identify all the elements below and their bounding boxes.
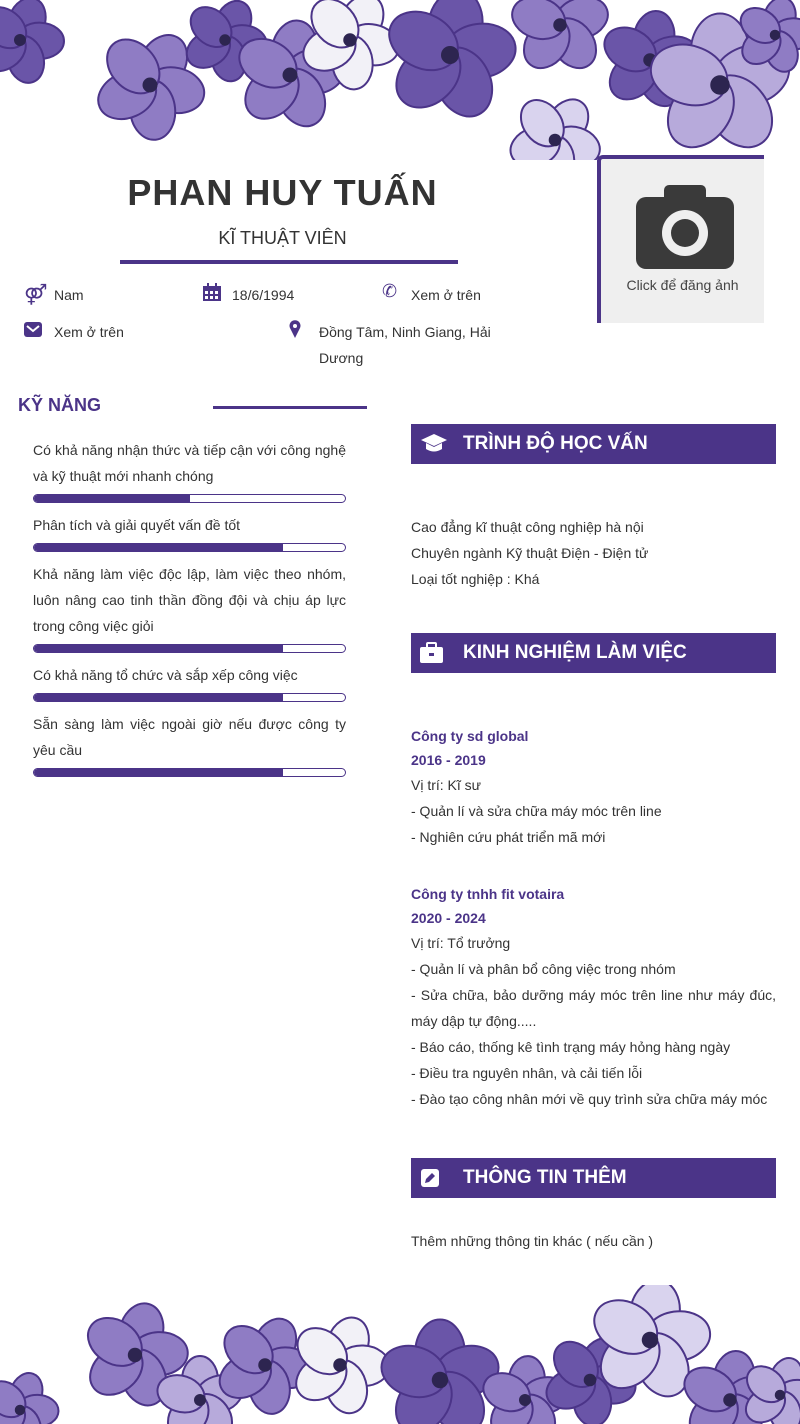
email-value: Xem ở trên xyxy=(54,324,124,340)
divider xyxy=(120,260,458,264)
flower xyxy=(379,0,519,126)
job-period: 2020 - 2024 xyxy=(411,910,486,926)
location-pin-icon xyxy=(289,320,301,338)
job-line: - Đào tạo công nhân mới về quy trình sửa chữa máy móc xyxy=(411,1091,768,1107)
job-line: Vị trí: Tổ trưởng xyxy=(411,935,511,951)
job-line: - Điều tra nguyên nhân, và cải tiến lỗi xyxy=(411,1065,643,1081)
job-company: Công ty tnhh fit votaira xyxy=(411,886,565,902)
skill-item xyxy=(33,437,346,503)
skills-list xyxy=(33,437,346,786)
briefcase-icon xyxy=(419,642,445,664)
skill-label: Có khả năng nhận thức và tiếp cận với công nghệ và kỹ thuật mới nhanh chóng xyxy=(33,442,346,484)
skill-label: Sẵn sàng làm việc ngoài giờ nếu được công ty yêu cầu xyxy=(33,716,346,758)
job-company: Công ty sd global xyxy=(411,728,529,744)
job-line: - Quản lí và phân bổ công việc trong nhóm xyxy=(411,961,676,977)
skill-bar-fill xyxy=(34,544,283,551)
education-content xyxy=(411,514,776,592)
candidate-name: PHAN HUY TUẤN xyxy=(127,172,438,213)
education-header xyxy=(411,424,776,464)
education-line: Cao đẳng kĩ thuật công nghiệp hà nội xyxy=(411,519,644,535)
education-title: TRÌNH ĐỘ HỌC VẤN xyxy=(463,433,648,454)
skill-bar xyxy=(33,543,346,552)
job-line: Vị trí: Kĩ sư xyxy=(411,777,482,793)
skill-item xyxy=(33,711,346,777)
phone-icon: ✆ xyxy=(382,281,398,301)
gender-value: Nam xyxy=(54,287,84,303)
skills-title: KỸ NĂNG xyxy=(18,395,102,415)
flower xyxy=(0,1368,59,1424)
skill-bar xyxy=(33,494,346,503)
job-line: - Nghiên cứu phát triển mã mới xyxy=(411,829,606,845)
email-icon xyxy=(23,321,43,338)
skill-label: Khả năng làm việc độc lập, làm việc theo nhóm, luôn nâng cao tinh thần đồng đội và chịu áp lực trong công việc giỏi xyxy=(33,566,346,634)
job-title: KĨ THUẬT VIÊN xyxy=(218,228,347,248)
flower xyxy=(507,0,614,77)
photo-upload-label: Click để đăng ảnh xyxy=(626,277,739,293)
flower-decoration-bottom xyxy=(0,1285,800,1424)
extra-info-title: THÔNG TIN THÊM xyxy=(463,1167,627,1188)
gender-icon: ⚤ xyxy=(24,284,48,306)
experience-job xyxy=(411,724,776,850)
camera-icon xyxy=(636,185,734,269)
skill-bar-fill xyxy=(34,694,283,701)
skill-bar xyxy=(33,693,346,702)
address-value: Đồng Tâm, Ninh Giang, Hải Dương xyxy=(319,324,491,366)
skill-item xyxy=(33,662,346,702)
skill-bar-fill xyxy=(34,495,190,502)
flower xyxy=(505,91,605,160)
skill-label: Có khả năng tổ chức và sắp xếp công việc xyxy=(33,667,298,683)
skill-label: Phân tích và giải quyết vấn đề tốt xyxy=(33,517,241,533)
flower xyxy=(0,0,65,87)
edit-icon xyxy=(419,1167,441,1189)
extra-info-header xyxy=(411,1158,776,1198)
job-line: - Quản lí và sửa chữa máy móc trên line xyxy=(411,803,662,819)
skill-bar xyxy=(33,644,346,653)
flower xyxy=(375,1320,505,1424)
experience-job xyxy=(411,882,776,1112)
skill-item xyxy=(33,561,346,653)
photo-upload-button[interactable] xyxy=(597,155,764,323)
skills-divider xyxy=(213,406,367,409)
education-line: Loại tốt nghiệp : Khá xyxy=(411,571,540,587)
birthday-value: 18/6/1994 xyxy=(232,287,295,303)
skill-item xyxy=(33,512,346,552)
skill-bar-fill xyxy=(34,645,283,652)
calendar-icon xyxy=(202,283,222,302)
graduation-cap-icon xyxy=(419,433,449,455)
education-line: Chuyên ngành Kỹ thuật Điện - Điện tử xyxy=(411,545,649,561)
skill-bar xyxy=(33,768,346,777)
phone-value: Xem ở trên xyxy=(411,287,481,303)
job-line: - Báo cáo, thống kê tình trạng máy hỏng hàng ngày xyxy=(411,1039,731,1055)
experience-title: KINH NGHIỆM LÀM VIỆC xyxy=(463,642,687,663)
extra-info-text: Thêm những thông tin khác ( nếu cần ) xyxy=(411,1233,654,1249)
flower-decoration-top xyxy=(0,0,800,160)
job-period: 2016 - 2019 xyxy=(411,752,486,768)
job-line: - Sửa chữa, bảo dưỡng máy móc trên line như máy đúc, máy dập tự động..... xyxy=(411,987,776,1029)
skill-bar-fill xyxy=(34,769,283,776)
experience-header xyxy=(411,633,776,673)
